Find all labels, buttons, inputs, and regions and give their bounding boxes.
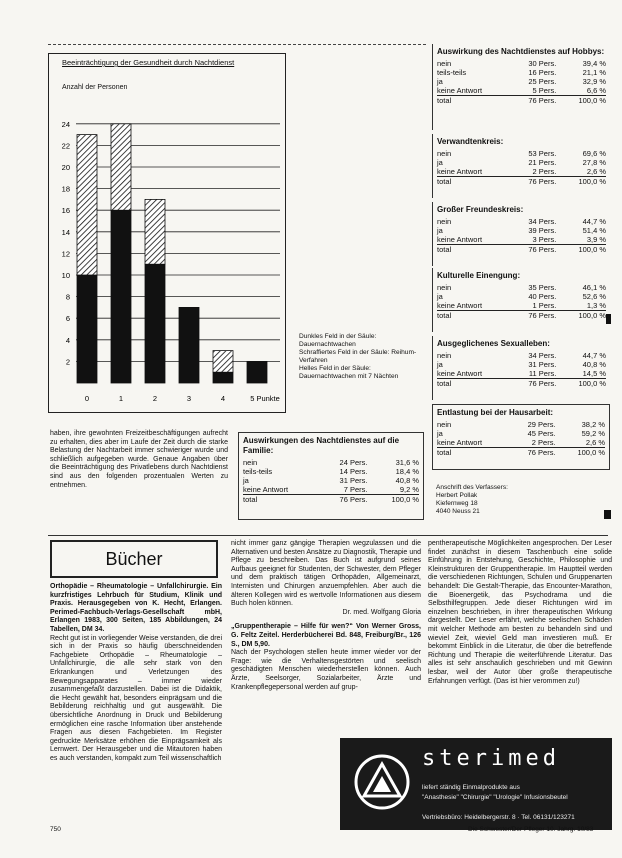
table-body [437, 217, 606, 254]
table-cell-label: keine Antwort [437, 301, 483, 310]
table-cell-percent: 21,1 % [582, 68, 606, 77]
y-tick-label: 10 [61, 271, 70, 280]
table-body [437, 420, 605, 457]
intro-paragraph: haben, ihre gewohnten Freizeitbeschäftigungen aufrecht zu erhalten, dies aber im Laufe der Zeit durch die starke Belastung der Nachtarbeit immer schwieriger wurde und schließlich aufgegeben wurde. Genaue Angaben über die Beeinträchtigung des Privatlebens durch Nachtdienst sind aus den folgenden prozentualen Werten zu entnehmen. [50, 430, 228, 489]
table-cell-count: 3 Pers. [532, 235, 557, 244]
y-tick-label: 6 [65, 314, 70, 324]
book-review-col1 [50, 583, 222, 763]
bar-dark [247, 361, 267, 383]
table-cell-count: 76 Pers. [317, 495, 373, 505]
y-tick-label: 14 [61, 227, 70, 237]
table-cell-count: 11 Pers. [528, 369, 557, 378]
table-cell-count: 76 Pers. [508, 379, 562, 389]
chart-legend [299, 333, 417, 381]
table-cell-label: keine Antwort [243, 485, 289, 494]
table-verwandtenkreis [432, 134, 610, 198]
table-cell-label: nein [437, 351, 452, 360]
x-tick-label: 2 [152, 394, 158, 403]
table-cell-percent: 31,6 % [395, 458, 419, 467]
table-cell-label: keine Antwort [437, 86, 483, 95]
bar-hatched [77, 135, 97, 275]
y-tick-label: 24 [61, 119, 70, 129]
ad-line: Vertriebsbüro: Heidelbergerstr. 8 · Tel. 06131/123271 [422, 814, 575, 821]
table-row [437, 311, 606, 321]
table-cell-percent: 18,4 % [395, 467, 419, 476]
table-row [437, 301, 606, 311]
review-text: nicht immer ganz gängige Therapien wegzulassen und die Alternativen und besten Ansätze zu Diagnostik, Therapie und Pflege zu beschreiben. Das Buch ist aufgrund seines Aufbaus geeignet für Studenten, der Schwester, dem Pfleger und dem praktisch tätigen Orthopäden, Allgemeinarzt, Internisten und Chirurgen anzuempfehlen. Aber auch die älteren Kollegen wird es wertvolle Informationen aus diesem Buch holen können. [231, 540, 421, 608]
x-tick-label: 5 Punkte [250, 394, 280, 403]
x-tick-label: 0 [84, 394, 90, 403]
table-row [437, 379, 606, 389]
legend-item-dark: Dunkles Feld in der Säule: Dauernachtwachen [299, 333, 377, 348]
table-cell-label: teils-teils [243, 467, 273, 476]
x-tick-label: 1 [118, 394, 124, 403]
table-row [437, 149, 606, 158]
table-cell-percent: 100,0 % [562, 448, 605, 458]
table-cell-label: nein [437, 283, 452, 292]
table-title: Auswirkung des Nachtdienstes auf Hobbys: [437, 47, 605, 56]
table-cell-count: 14 Pers. [339, 467, 368, 476]
table-cell-count: 2 Pers. [532, 167, 557, 176]
table-row [437, 217, 606, 226]
table-cell-count: 45 Pers. [527, 429, 556, 438]
review-text: Recht gut ist in vorliegender Weise verstanden, die drei sich in der Praxis so häufig überschneidenden Fachgebiete Orthopädie – Rheumatologie – Unfallchirurgie, die alle sehr stark von den Erkrankungen und Verletzungen des Bewegungsapparates – immer wieder zusammengefaßt darzustellen. Dabei ist die Didaktik, die Hecht gewählt hat, besonders einprägsam und die Bebilderung reichhaltig und gut ausgewählt. Die übersichtliche Anordnung in Druck und Bebilderung ermöglichen eine rasche Information über anstehende Fragen aus diesen Fachgebieten. Im Register gedruckte Merksätze erhöhen die Einprägsamkeit als Lernwert. Der Herausgeber und die Mitautoren haben es auch verstanden, kompakt zum Teil wissenschaftlich [50, 634, 222, 762]
bar-dark [111, 210, 131, 383]
table-cell-count: 76 Pers. [508, 96, 562, 106]
y-tick-label: 2 [65, 357, 70, 367]
top-rule [48, 44, 426, 45]
y-tick-label: 4 [65, 335, 70, 345]
table-cell-percent: 38,2 % [581, 420, 605, 429]
table-cell-percent: 100,0 % [373, 495, 419, 505]
table-cell-count: 5 Pers. [532, 86, 557, 95]
table-row [437, 283, 606, 292]
table-cell-percent: 44,7 % [582, 351, 606, 360]
table-cell-count: 31 Pers. [528, 360, 557, 369]
table-row [437, 167, 606, 177]
margin-mark [604, 510, 611, 519]
table-cell-label: total [437, 245, 508, 255]
table-row [437, 235, 606, 245]
table-cell-count: 24 Pers. [339, 458, 368, 467]
table-cell-count: 21 Pers. [528, 158, 557, 167]
table-cell-label: nein [243, 458, 258, 467]
table-cell-count: 76 Pers. [508, 311, 562, 321]
table-row [437, 177, 606, 187]
table-cell-percent: 100,0 % [562, 379, 606, 389]
y-tick-label: 20 [61, 163, 70, 172]
table-cell-percent: 46,1 % [582, 283, 606, 292]
table-cell-label: keine Antwort [437, 369, 483, 378]
table-cell-count: 35 Pers. [528, 283, 557, 292]
table-cell-label: total [243, 495, 317, 505]
y-tick-label: 8 [65, 292, 70, 302]
table-cell-label: nein [437, 59, 452, 68]
table-body [437, 149, 606, 186]
book-review-col2 [231, 540, 421, 692]
sterimed-advertisement [340, 738, 612, 830]
table-row [437, 351, 606, 360]
table-cell-label: total [437, 379, 508, 389]
table-cell-label: nein [437, 420, 452, 429]
table-cell-label: ja [243, 476, 249, 485]
table-cell-percent: 100,0 % [562, 96, 606, 106]
table-title: Ausgeglichenes Sexualleben: [437, 339, 550, 348]
table-cell-count: 34 Pers. [528, 217, 557, 226]
table-cell-count: 2 Pers. [531, 438, 556, 447]
table-cell-count: 25 Pers. [528, 77, 557, 86]
legend-item-hatched: Schraffiertes Feld in der Säule: Reihum-Verfahren [299, 349, 417, 364]
table-cell-percent: 51,4 % [582, 226, 606, 235]
review-signature: Dr. med. Wolfgang Gloria [342, 608, 421, 616]
bar-hatched [145, 199, 165, 264]
table-cell-percent: 100,0 % [562, 177, 606, 187]
table-cell-count: 76 Pers. [508, 448, 562, 458]
ad-brand: sterimed [422, 746, 560, 771]
table-title: Großer Freundeskreis: [437, 205, 524, 214]
table-cell-count: 1 Pers. [532, 301, 557, 310]
margin-mark [606, 314, 611, 324]
bar-hatched [213, 351, 233, 373]
table-cell-percent: 40,8 % [582, 360, 606, 369]
review-text: pentherapeutische Möglichkeiten angesprochen. Der Leser findet zunächst in diesem Taschenbuch eine solide Einführung in Entstehung, Geschichte, Philosophie und Kleinstrukturen der Gruppentherapie. Im Hauptteil werden die verschiedenen Richtungen, Schulen und Gruppenarten behandelt: Die Gestalt-Therapie, das Encounter-Marathon, die Bioenergetik, das Psychodrama und die Selbsthilfegruppen. Jede dieser Richtungen wird im einzelnen beschrieben, in ihrer therapeutischen Wirkung dargestellt. Der Leser erfährt, welche seelischen Schäden mit welcher Methode am besten zu behandeln sind und wieviel Zeit, wieviel Geld man investieren muß. Er bekommt Einblick in die Literatur, die über die betreffende Richtung und Therapie die weiterführende Literatur. Das alles ist sehr anschaulich geschrieben und mit Gewinn lesbar, weil der Autor über große therapeutische Erfahrungen verfügt. (Das ist hier verommen zu!) [428, 540, 612, 685]
book-review-col3 [428, 540, 612, 686]
table-row [243, 485, 419, 495]
table-cell-percent: 3,9 % [586, 235, 606, 244]
table-cell-count: 39 Pers. [528, 226, 557, 235]
table-cell-label: keine Antwort [437, 235, 483, 244]
table-cell-percent: 6,6 % [586, 86, 606, 95]
chart-y-label: Anzahl der Personen [62, 84, 128, 91]
bar-dark [145, 264, 165, 383]
x-tick-label: 4 [220, 394, 226, 403]
author-address [436, 484, 508, 516]
table-body [437, 59, 606, 105]
bar-hatched [111, 124, 131, 210]
table-cell-count: 76 Pers. [508, 177, 562, 187]
table-cell-percent: 32,9 % [582, 77, 606, 86]
table-cell-percent: 44,7 % [582, 217, 606, 226]
table-freundeskreis [432, 202, 610, 266]
table-cell-label: total [437, 177, 508, 187]
table-row [437, 420, 605, 429]
table-cell-percent: 2,6 % [586, 167, 606, 176]
table-cell-percent: 59,2 % [581, 429, 605, 438]
table-cell-label: nein [437, 217, 452, 226]
y-tick-label: 12 [61, 249, 70, 259]
table-body [437, 351, 606, 388]
address-label: Anschrift des Verfassers: [436, 484, 508, 491]
table-cell-label: teils-teils [437, 68, 467, 77]
table-kulturelle-einengung [432, 268, 610, 332]
bar-dark [213, 372, 233, 383]
table-cell-count: 40 Pers. [528, 292, 557, 301]
table-cell-percent: 2,6 % [585, 438, 605, 447]
table-row [437, 59, 606, 68]
ad-line: "Anasthesie" "Chirurgie" "Urologie" Infusionsbeutel [422, 794, 568, 801]
table-cell-count: 7 Pers. [343, 485, 368, 494]
table-row [243, 495, 419, 505]
table-row [243, 476, 419, 485]
table-cell-percent: 9,2 % [399, 485, 419, 494]
review-text: Nach der Psychologen stellen heute immer wieder vor der Frage: wie die Verhaltensgestörten und seelisch geschädigten Menschen wiederherstellen können. Auch Ärzte, Seelsorger, Sozialarbeiter, Ärzte und Krankenpflegepersonal werden auf grup- [231, 649, 421, 691]
table-row [437, 226, 606, 235]
table-cell-label: keine Antwort [437, 167, 483, 176]
table-cell-count: 34 Pers. [528, 351, 557, 360]
table-cell-label: ja [437, 158, 443, 167]
table-row [437, 360, 606, 369]
table-sexualleben [432, 336, 610, 400]
table-title: Auswirkungen des Nachtdienstes auf die Familie: [243, 436, 400, 455]
table-cell-percent: 100,0 % [562, 311, 606, 321]
table-cell-percent: 14,5 % [582, 369, 606, 378]
table-body [437, 283, 606, 320]
table-cell-percent: 1,3 % [586, 301, 606, 310]
table-row [437, 245, 606, 255]
address-line: Kiefernweg 18 [436, 500, 478, 507]
table-cell-percent: 100,0 % [562, 245, 606, 255]
y-tick-label: 16 [61, 206, 70, 216]
table-title: Kulturelle Einengung: [437, 271, 521, 280]
table-row [437, 448, 605, 458]
table-cell-label: total [437, 311, 508, 321]
table-cell-percent: 27,8 % [582, 158, 606, 167]
table-cell-count: 29 Pers. [527, 420, 556, 429]
table-cell-label: total [437, 96, 508, 106]
book-title: Orthopädie – Rheumatologie – Unfallchirurgie. Ein kurzfristiges Lehrbuch für Studium, Klinik und Praxis. Herausgegeben von K. Hecht, Erlangen. Perimed-Fachbuch-Verlags-Gesellschaft mbH, Erlangen 1983, 300 Seiten, 185 Abbildungen, 24 Tabellen, DM 34. [50, 583, 222, 633]
x-tick-label: 3 [186, 394, 192, 403]
table-cell-label: nein [437, 149, 452, 158]
table-cell-label: ja [437, 429, 443, 438]
table-row [437, 86, 606, 96]
bar-dark [179, 307, 199, 383]
address-line: 4040 Neuss 21 [436, 508, 480, 515]
book-title: „Gruppentherapie – Hilfe für wen?“ Von Werner Gross, G. Feltz Zeitel. Herderbücherei Bd. 848, Freiburg/Br., 126 S., DM 5,90. [231, 623, 421, 648]
table-cell-label: ja [437, 226, 443, 235]
table-hobbys [432, 44, 610, 130]
table-cell-count: 16 Pers. [528, 68, 557, 77]
table-familie [238, 432, 424, 520]
table-title: Entlastung bei der Hausarbeit: [437, 408, 554, 417]
page-number: 750 [50, 826, 61, 833]
chart-title: Beeinträchtigung der Gesundheit durch Nachtdienst [62, 58, 235, 67]
address-line: Herbert Pollak [436, 492, 478, 499]
table-cell-percent: 52,6 % [582, 292, 606, 301]
table-row [437, 369, 606, 379]
table-row [437, 96, 606, 106]
table-row [437, 68, 606, 77]
table-row [437, 429, 605, 438]
table-cell-count: 76 Pers. [508, 245, 562, 255]
table-cell-label: ja [437, 360, 443, 369]
table-cell-percent: 39,4 % [582, 59, 606, 68]
table-row [437, 292, 606, 301]
table-cell-label: ja [437, 292, 443, 301]
table-cell-label: total [437, 448, 508, 458]
section-rule [48, 535, 608, 536]
bar-chart [48, 53, 286, 413]
table-row [243, 458, 419, 467]
sterimed-logo [354, 754, 410, 810]
bar-dark [77, 275, 97, 383]
legend-item-light: Helles Feld in der Säule: Dauernachtwachen mit 7 Nächten [299, 365, 399, 380]
table-cell-percent: 69,6 % [582, 149, 606, 158]
table-cell-label: keine Antwort [437, 438, 483, 447]
table-row [437, 438, 605, 448]
y-tick-label: 22 [61, 141, 70, 151]
table-row [437, 77, 606, 86]
table-row [437, 158, 606, 167]
table-cell-count: 31 Pers. [339, 476, 368, 485]
y-tick-label: 18 [61, 184, 70, 194]
table-title: Verwandtenkreis: [437, 137, 504, 146]
table-cell-count: 30 Pers. [528, 59, 557, 68]
table-cell-count: 53 Pers. [528, 149, 557, 158]
table-hausarbeit [432, 404, 610, 470]
table-cell-label: ja [437, 77, 443, 86]
table-body [243, 458, 419, 504]
table-cell-percent: 40,8 % [395, 476, 419, 485]
table-row [243, 467, 419, 476]
journal-footer: Die Schwester/Der Pfleger 10. Jahrg. 10/83 [468, 826, 594, 833]
section-heading-buecher: Bücher [50, 540, 218, 578]
ad-line: liefert ständig Einmalprodukte aus [422, 784, 520, 791]
